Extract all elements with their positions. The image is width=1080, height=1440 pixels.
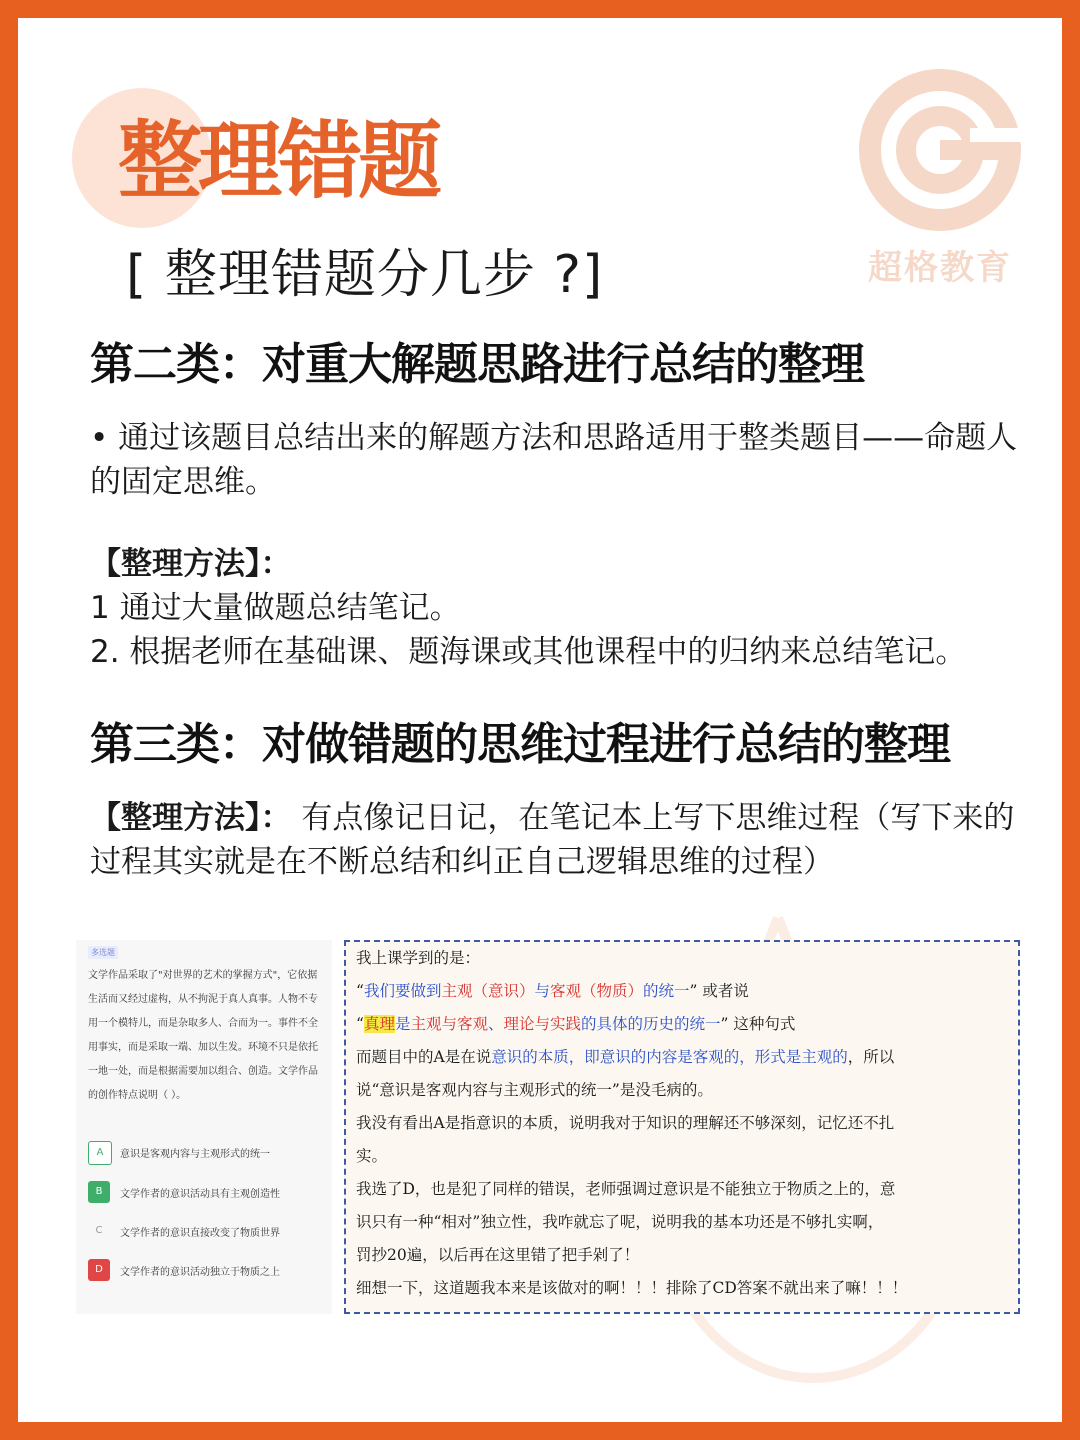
option-d-text: 文学作者的意识活动独立于物质之上: [120, 1267, 280, 1278]
notes-line-5: 说“意识是客观内容与主观形式的统一”是没毛病的。: [356, 1081, 713, 1099]
notes-line-2: “我们要做到主观（意识）与客观（物质）的统一” 或者说: [356, 982, 749, 1000]
option-d-letter: D: [88, 1259, 110, 1281]
notes-line-1: 我上课学到的是：: [356, 949, 481, 967]
section2-method: [90, 542, 1035, 674]
option-a[interactable]: [88, 1140, 328, 1166]
option-b-letter: B: [88, 1181, 110, 1203]
notes-line-6: 我没有看出A是指意识的本质，说明我对于知识的理解还不够深刻，记忆还不扎: [356, 1114, 895, 1132]
section3-method: [90, 796, 1035, 884]
brand-logo-text: 超格教育: [868, 248, 1012, 288]
option-a-text: 意识是客观内容与主观形式的统一: [120, 1149, 270, 1160]
notes-line-11: 细想一下，这道题我本来是该做对的啊！！！排除了CD答案不就出来了嘛！！！: [356, 1279, 908, 1297]
section2-bullet: • 通过该题目总结出来的解题方法和思路适用于整类题目——命题人的固定思维。: [90, 420, 1018, 500]
section2-method-item-1: 1 通过大量做题总结笔记。: [90, 590, 461, 626]
page-title: 整理错题: [118, 112, 439, 210]
section2-heading: 第二类：对重大解题思路进行总结的整理: [90, 339, 864, 390]
notes-line-9: 识只有一种“相对”独立性，我咋就忘了呢，说明我的基本功还是不够扎实啊，: [356, 1213, 884, 1231]
option-b-text: 文学作者的意识活动具有主观创造性: [120, 1189, 280, 1200]
page-subtitle: [ 整理错题分几步 ?]: [126, 245, 604, 305]
option-c-letter: C: [88, 1220, 110, 1242]
section2-method-label: 【整理方法】：: [90, 546, 292, 582]
option-a-letter: A: [88, 1141, 112, 1165]
section3-heading: 第三类：对做错题的思维过程进行总结的整理: [90, 719, 950, 770]
option-b[interactable]: [88, 1180, 328, 1206]
section3-method-label: 【整理方法】：: [90, 800, 292, 836]
notes-line-8: 我选了D，也是犯了同样的错误，老师强调过意识是不能独立于物质之上的，意: [356, 1180, 896, 1198]
notes-line-3: “真理是主观与客观、理论与实践的具体的历史的统一” 这种句式: [356, 1015, 796, 1033]
notes-line-4: 而题目中的A是在说意识的本质，即意识的内容是客观的，形式是主观的，所以: [356, 1048, 895, 1066]
section3-method-text: 有点像记日记，在笔记本上写下思维过程（写下来的过程其实就是在不断总结和纠正自己逻辑思维的过程）: [90, 800, 1015, 880]
question-screenshot: [76, 940, 332, 1314]
option-d[interactable]: [88, 1258, 328, 1284]
question-text: 文学作品采取了"对世界的艺术的掌握方式"，它依据生活而又经过虚构，从不拘泥于真人真事。人物不专用一个模特儿，而是杂取多人、合而为一。事件不全用事实，而是采取一端、加以生发。环境不只是依托一地一处，而是根据需要加以组合、创造。文学作品的创作特点说明（ ）。: [88, 970, 318, 1101]
question-type-badge: 多选题: [88, 946, 118, 959]
handwritten-notes: [344, 940, 1020, 1314]
option-c-text: 文学作者的意识直接改变了物质世界: [120, 1228, 280, 1239]
notes-line-7: 实。: [356, 1147, 388, 1165]
section2-method-item-2: 2. 根据老师在基础课、题海课或其他课程中的归纳来总结笔记。: [90, 634, 967, 670]
card: [18, 18, 1062, 1422]
option-c[interactable]: [88, 1219, 328, 1245]
notes-line-10: 罚抄20遍，以后再在这里错了把手剁了！: [356, 1246, 640, 1264]
